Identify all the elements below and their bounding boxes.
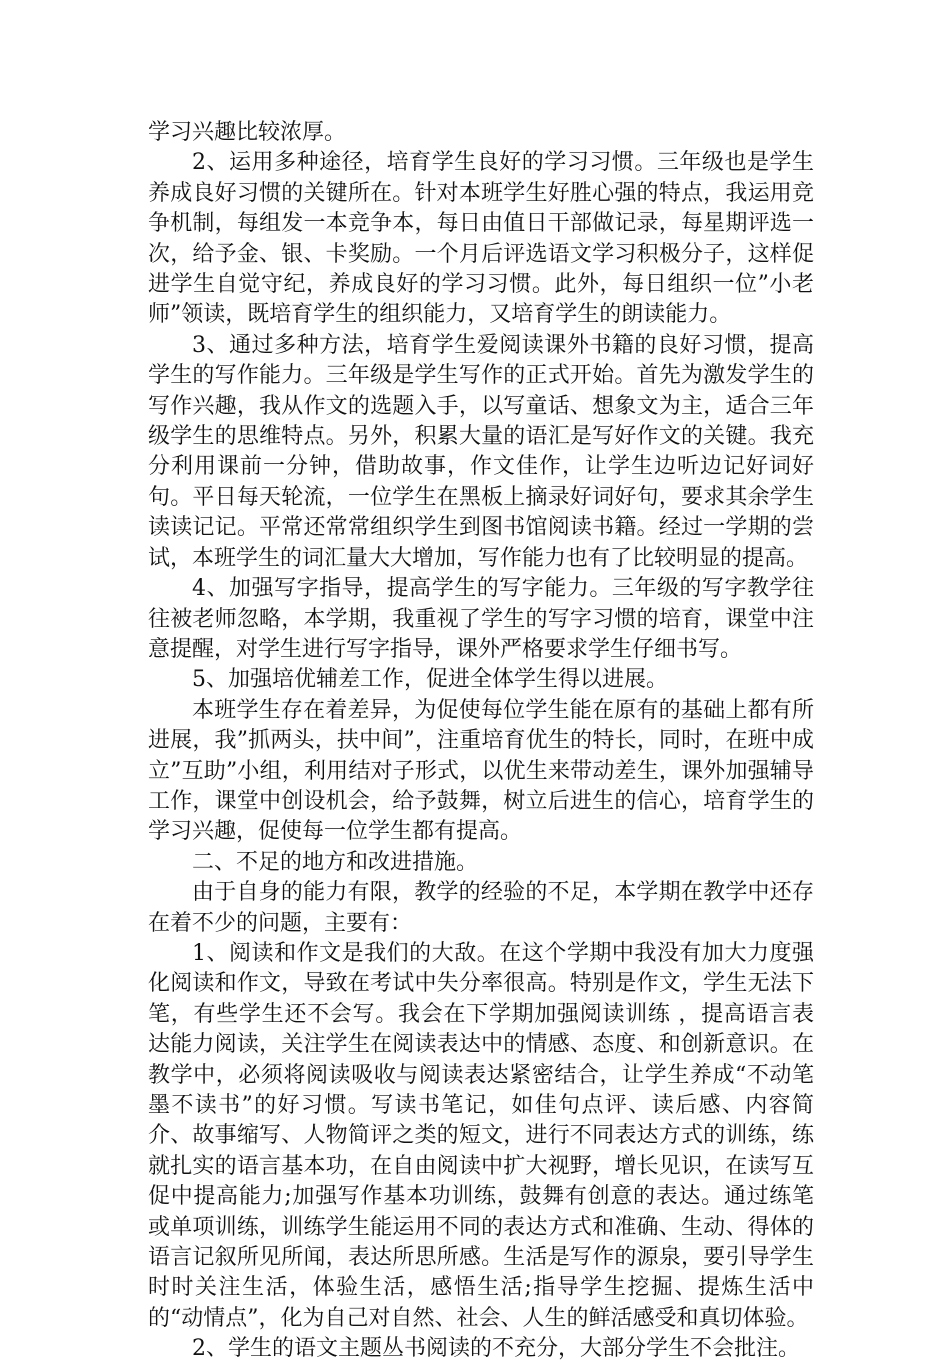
paragraph-continuation: 学习兴趣比较浓厚。	[148, 120, 347, 145]
document-page	[148, 118, 814, 1365]
paragraph-shortcomings-intro: 由于自身的能力有限，教学的经验的不足，本学期在教学中还存在着不少的问题，主要有：	[148, 880, 814, 936]
paragraph-reading-writing: 3、通过多种方法，培育学生爱阅读课外书籍的良好习惯，提高学生的写作能力。三年级是学生写作的正式开始。首先为激发学生的写作兴趣，我从作文的选题入手，以写童话、想象文为主，适合三年级学生的思维特点。另外，积累大量的语汇是写好作文的关键。我充分利用课前一分钟，借助故事，作文佳作，让学生边听边记好词好句。平日每天轮流，一位学生在黑板上摘录好词好句，要求其余学生读读记记。平常还常常组织学生到图书馆阅读书籍。经过一学期的尝试，本班学生的词汇量大大增加，写作能力也有了比较明显的提高。	[148, 332, 814, 571]
paragraph-tutoring-body: 本班学生存在着差异，为促使每位学生能在原有的基础上都有所进展，我”抓两头，扶中间”，注重培育优生的特长，同时，在班中成立”互助”小组，利用结对子形式，以优生来带动差生，课外加强辅导工作，课堂中创设机会，给予鼓舞，树立后进生的信心，培育学生的学习兴趣，促使每一位学生都有提高。	[148, 697, 814, 845]
paragraph-handwriting: 4、加强写字指导，提高学生的写字能力。三年级的写字教学往往被老师忽略，本学期，我重视了学生的写字习惯的培育，课堂中注意提醒，对学生进行写字指导，课外严格要求学生仔细书写。	[148, 576, 814, 662]
paragraph-study-habits: 2、运用多种途径，培育学生良好的学习习惯。三年级也是学生养成良好习惯的关键所在。针对本班学生好胜心强的特点，我运用竞争机制，每组发一本竞争本，每日由值日干部做记录，每星期评选一次，给予金、银、卡奖励。一个月后评选语文学习积极分子，这样促进学生自觉守纪，养成良好的学习习惯。此外，每日组织一位”小老师”领读，既培育学生的组织能力，又培育学生的朗读能力。	[148, 150, 814, 328]
paragraph-shortcoming-reading-writing: 1、阅读和作文是我们的大敌。在这个学期中我没有加大力度强化阅读和作文，导致在考试中失分率很高。特别是作文，学生无法下笔，有些学生还不会写。我会在下学期加强阅读训练 ，提高语言表达能力阅读，关注学生在阅读表达中的情感、态度、和创新意识。在教学中，必须将阅读吸收与阅读表达紧密结合，让学生养成“不动笔墨不读书”的好习惯。写读书笔记，如佳句点评、读后感、内容简介、故事缩写、人物简评之类的短文，进行不同表达方式的训练，练就扎实的语言基本功，在自由阅读中扩大视野，增长见识，在读写互促中提高能力;加强写作基本功训练，鼓舞有创意的表达。通过练笔或单项训练，训练学生能运用不同的表达方式和准确、生动、得体的语言记叙所见所闻，表达所思所感。生活是写作的源泉，要引导学生时时关注生活，体验生活，感悟生活;指导学生挖掘、提炼生活中的“动情点”，化为自己对自然、社会、人生的鲜活感受和真切体验。	[148, 940, 814, 1331]
paragraph-shortcoming-annotation: 2、学生的语文主题丛书阅读的不充分，大部分学生不会批注。	[192, 1336, 800, 1362]
paragraph-tutoring-heading: 5、加强培优辅差工作，促进全体学生得以进展。	[192, 667, 668, 693]
section-heading-shortcomings: 二、不足的地方和改进措施。	[192, 849, 479, 875]
